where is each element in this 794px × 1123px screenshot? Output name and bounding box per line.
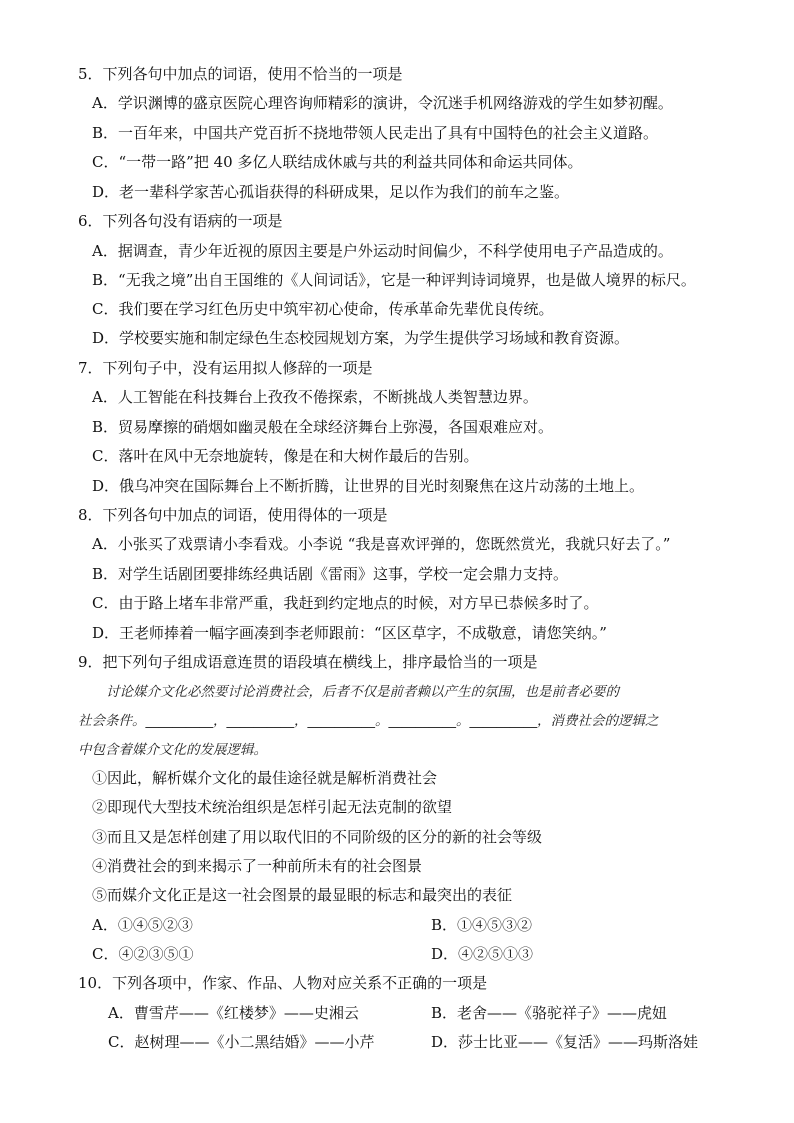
question-6-option-b: B．“无我之境”出自王国维的《人间词话》，它是一种评判诗词境界，也是做人境界的标尺。 [92, 271, 696, 289]
question-7-option-c: C．落叶在风中无奈地旋转，像是在和大树作最后的告别。 [92, 447, 479, 465]
question-9-option-b: B．①④⑤③② [431, 916, 533, 934]
question-10-option-b: B．老舍——《骆驼祥子》——虎妞 [431, 1004, 668, 1022]
question-9-sentence-2: ②即现代大型技术统治组织是怎样引起无法克制的欲望 [92, 798, 453, 816]
question-9-option-c: C．④②③⑤① [92, 945, 194, 963]
question-9-sentence-5: ⑤而媒介文化正是这一社会图景的最显眼的标志和最突出的表征 [92, 886, 513, 904]
question-5-option-a: A．学识渊博的盛京医院心理咨询师精彩的演讲，令沉迷手机网络游戏的学生如梦初醒。 [92, 94, 673, 112]
question-9-passage-line-3: 中包含着媒介文化的发展逻辑。 [78, 742, 267, 758]
question-9-stem: 9．把下列句子组成语意连贯的语段填在横线上，排序最恰当的一项是 [78, 653, 538, 671]
question-9-passage-line-2: 社会条件。__________，__________，__________。__________。__________，消费社会的逻辑之 [78, 713, 659, 729]
question-10-stem: 10．下列各项中，作家、作品、人物对应关系不正确的一项是 [78, 974, 488, 992]
question-9-sentence-1: ①因此，解析媒介文化的最佳途径就是解析消费社会 [92, 769, 438, 787]
question-7-option-b: B．贸易摩擦的硝烟如幽灵般在全球经济舞台上弥漫，各国艰难应对。 [92, 418, 554, 436]
question-8-stem: 8．下列各句中加点的词语，使用得体的一项是 [78, 506, 388, 524]
question-9-option-a: A．①④⑤②③ [92, 916, 193, 934]
question-10-option-d: D．莎士比亚——《复活》——玛斯洛娃 [431, 1033, 699, 1051]
question-10-option-a: A．曹雪芹——《红楼梦》——史湘云 [108, 1004, 359, 1022]
question-7-option-a: A．人工智能在科技舞台上孜孜不倦探索，不断挑战人类智慧边界。 [92, 388, 538, 406]
question-8-option-c: C．由于路上堵车非常严重，我赶到约定地点的时候，对方早已恭候多时了。 [92, 594, 599, 612]
question-6-option-c: C．我们要在学习红色历史中筑牢初心使命，传承革命先辈优良传统。 [92, 300, 554, 318]
question-9-sentence-4: ④消费社会的到来揭示了一种前所未有的社会图景 [92, 857, 423, 875]
question-8-option-d: D．王老师捧着一幅字画凑到李老师跟前：“区区草字，不成敬意，请您笑纳。” [92, 624, 607, 642]
question-6-stem: 6．下列各句没有语病的一项是 [78, 212, 283, 230]
question-5-option-c: C．“一带一路”把 40 多亿人联结成休戚与共的利益共同体和命运共同体。 [92, 153, 583, 171]
question-9-passage-line-1: 讨论媒介文化必然要讨论消费社会，后者不仅是前者赖以产生的氛围，也是前者必要的 [106, 684, 619, 700]
question-6-option-d: D．学校要实施和制定绿色生态校园规划方案，为学生提供学习场域和教育资源。 [92, 329, 630, 347]
question-5-option-b: B．一百年来，中国共产党百折不挠地带领人民走出了具有中国特色的社会主义道路。 [92, 124, 659, 142]
question-9-sentence-3: ③而且又是怎样创建了用以取代旧的不同阶级的区分的新的社会等级 [92, 828, 543, 846]
question-8-option-b: B．对学生话剧团要排练经典话剧《雷雨》这事，学校一定会鼎力支持。 [92, 565, 569, 583]
question-10-option-c: C．赵树理——《小二黑结婚》——小芹 [108, 1033, 375, 1051]
question-9-option-d: D．④②⑤①③ [431, 945, 534, 963]
question-5-stem: 5．下列各句中加点的词语，使用不恰当的一项是 [78, 65, 403, 83]
question-6-option-a: A．据调查，青少年近视的原因主要是户外运动时间偏少，不科学使用电子产品造成的。 [92, 242, 673, 260]
question-7-stem: 7．下列句子中，没有运用拟人修辞的一项是 [78, 359, 373, 377]
question-8-option-a: A．小张买了戏票请小李看戏。小李说 “我是喜欢评弹的，您既然赏光，我就只好去了。” [92, 535, 671, 553]
question-7-option-d: D．俄乌冲突在国际舞台上不断折腾，让世界的目光时刻聚焦在这片动荡的土地上。 [92, 477, 645, 495]
question-5-option-d: D．老一辈科学家苦心孤诣获得的科研成果，足以作为我们的前车之鉴。 [92, 183, 570, 201]
